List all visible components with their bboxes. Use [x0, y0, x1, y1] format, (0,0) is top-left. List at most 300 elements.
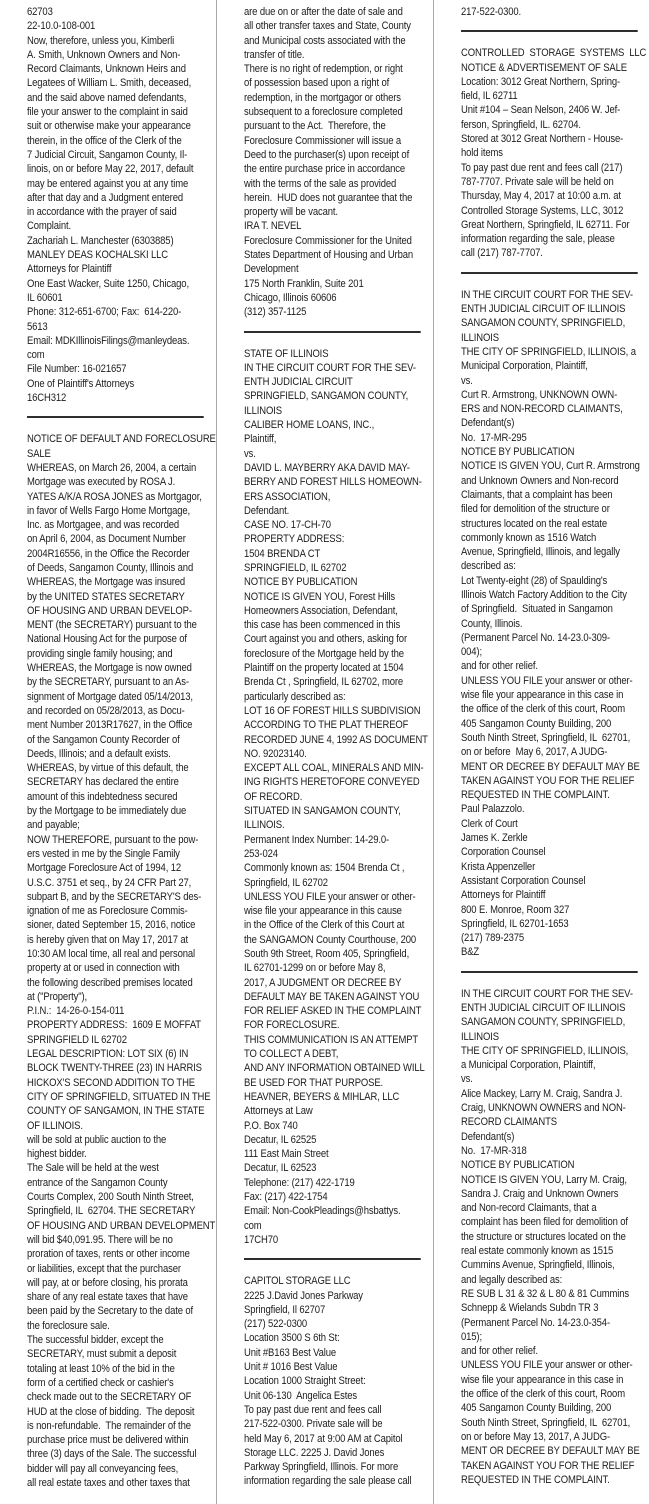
notice-line: Unit #B163 Best Value	[244, 1346, 337, 1359]
notice-line: 1504 BRENDA CT	[244, 547, 321, 560]
notice-line: ILLINOIS	[244, 404, 283, 417]
notice-line: on or before May 6, 2017, A JUDG-	[460, 746, 608, 759]
notice-line: Foreclosure Commissioner for the United	[244, 234, 413, 247]
notice-line: Avenue, Springfield, Illinois, and legally	[460, 546, 620, 559]
notice-line: Now, therefore, unless you, Kimberli	[27, 34, 175, 47]
notice-divider	[461, 30, 638, 32]
notice-line: the following described premises located	[27, 976, 193, 989]
notice-line: FOR RELIEF ASKED IN THE COMPLAINT	[244, 1005, 422, 1018]
notice-divider	[461, 272, 638, 274]
notice-line: Defendant(s)	[460, 1130, 514, 1143]
notice-line: 217-522-0300.	[460, 6, 521, 18]
notice-line: THE CITY OF SPRINGFIELD, ILLINOIS, a	[460, 345, 636, 358]
notice-line: One East Wacker, Suite 1250, Chicago,	[27, 277, 189, 290]
notice-line: South Ninth Street, Springfield, IL 62701,	[460, 1416, 630, 1429]
notice-line: MANLEY DEAS KOCHALSKI LLC	[27, 249, 168, 262]
notice-line: and Non-record Claimants, that a	[460, 1202, 597, 1215]
notice-line: Storage LLC. 2225 J. David Jones	[244, 1446, 385, 1459]
notice-line: ferson, Springfield, IL. 62704.	[460, 118, 581, 131]
notice-line: may be entered against you at any time	[27, 177, 189, 190]
notice-line: vs.	[460, 374, 473, 387]
notice-line: 111 East Main Street	[244, 1148, 329, 1161]
notice-line: James K. Zerkle	[460, 832, 528, 845]
notice-line: B&Z	[460, 946, 479, 959]
notice-line: file your answer to the complaint in said	[27, 106, 188, 119]
notice-line: RE SUB L 31 & 32 & L 80 & 81 Cummins	[460, 1287, 629, 1300]
notice-line: of Deeds, Sangamon County, Illinois and	[27, 561, 194, 574]
notice-line: this case has been commenced in this	[244, 619, 401, 632]
legal-notice-capitol-storage-sale	[244, 1274, 427, 1488]
notice-line: and for other relief.	[460, 1345, 538, 1358]
notice-line: vs.	[244, 447, 257, 460]
notice-line: three (3) days of the Sale. The successful	[27, 1448, 197, 1461]
legal-notice-capitol-storage-sale-continued	[461, 5, 644, 19]
notice-line: RECORD CLAIMANTS	[460, 1116, 557, 1129]
notice-line: CALIBER HOME LOANS, INC.,	[244, 419, 375, 432]
notice-line: CONTROLLED STORAGE SYSTEMS LLC	[460, 47, 646, 60]
notice-line: PROPERTY ADDRESS: 1609 E MOFFAT	[27, 1019, 201, 1032]
notice-line: Commonly known as: 1504 Brenda Ct ,	[244, 862, 405, 875]
notice-line: Inc. as Mortgagee, and was recorded	[27, 519, 180, 532]
notice-line: all real estate taxes and other taxes that	[27, 1476, 190, 1489]
notice-divider	[244, 1258, 421, 1260]
notice-line: subsequent to a foreclosure completed	[244, 106, 403, 119]
notice-line: ignation of me as Foreclosure Commis-	[27, 905, 188, 918]
notice-line: the entire purchase price in accordance	[244, 163, 406, 176]
newspaper-column-2	[216, 0, 432, 1504]
notice-line: THE CITY OF SPRINGFIELD, ILLINOIS,	[460, 1044, 628, 1057]
notice-line: redemption, in the mortgagor or others	[244, 91, 402, 104]
notice-line: DAVID L. MAYBERRY AKA DAVID MAY-	[244, 461, 411, 474]
notice-line: BE USED FOR THAT PURPOSE.	[244, 1076, 384, 1089]
notice-line: Attorneys at Law	[244, 1105, 313, 1118]
notice-line: on April 6, 2004, as Document Number	[27, 533, 186, 546]
notice-line: sioner, dated September 15, 2016, notice	[27, 919, 196, 932]
notice-line: 62703	[27, 6, 53, 18]
notice-line: IN THE CIRCUIT COURT FOR THE SEV-	[244, 361, 417, 374]
newspaper-column-1	[0, 0, 216, 1504]
notice-line: ENTH JUDICIAL CIRCUIT	[244, 376, 353, 389]
notice-line: UNLESS YOU FILE your answer or other-	[460, 674, 633, 687]
notice-line: South 9th Street, Room 405, Springfield,	[244, 948, 410, 960]
notice-line: THIS COMMUNICATION IS AN ATTEMPT	[244, 1033, 419, 1046]
notice-line: structures located on the real estate	[460, 517, 607, 530]
notice-line: 253-024	[244, 847, 279, 860]
notice-line: of possession based upon a right of	[244, 77, 390, 90]
notice-line: IN THE CIRCUIT COURT FOR THE SEV-	[460, 288, 633, 301]
notice-line: Deed to the purchaser(s) upon receipt of	[244, 148, 410, 161]
notice-line: WHEREAS, on March 26, 2004, a certain	[27, 461, 197, 474]
notice-line: A. Smith, Unknown Owners and Non-	[27, 48, 181, 61]
legal-notice-controlled-storage-systems-sale	[461, 46, 644, 260]
notice-line: Email: Non-CookPleadings@hsbattys.	[244, 1205, 401, 1218]
notice-line: Record Claimants, Unknown Heirs and	[27, 63, 186, 76]
notice-line: are due on or after the date of sale and	[244, 6, 404, 18]
notice-line: Development	[244, 263, 299, 276]
notice-line: Location 1000 Straight Street:	[244, 1375, 366, 1388]
notice-line: described as:	[460, 560, 516, 573]
notice-line: Curt R. Armstrong, UNKNOWN OWN-	[460, 388, 617, 401]
notice-line: foreclosure of the Mortgage held by the	[244, 647, 405, 660]
notice-line: information regarding the sale, please	[460, 233, 615, 246]
notice-line: Location 3500 S 6th St:	[244, 1332, 340, 1345]
notice-line: BERRY AND FOREST HILLS HOMEOWN-	[244, 476, 423, 489]
notice-line: TAKEN AGAINST YOU FOR THE RELIEF	[460, 1459, 634, 1472]
notice-line: the foreclosure sale.	[27, 1319, 110, 1332]
notice-line: ers vested in me by the Single Family	[27, 847, 180, 860]
notice-line: NOTICE IS GIVEN YOU, Forest Hills	[244, 590, 396, 603]
notice-line: DEFAULT MAY BE TAKEN AGAINST YOU	[244, 990, 420, 1003]
legal-notice-caliber-home-loans-v-mayberry	[244, 347, 427, 1248]
notice-line: Mortgage was executed by ROSA J.	[27, 476, 176, 489]
notice-line: Alice Mackey, Larry M. Craig, Sandra J.	[460, 1087, 622, 1100]
notice-line: AND ANY INFORMATION OBTAINED WILL	[244, 1062, 425, 1075]
notice-line: and legally described as:	[460, 1273, 562, 1286]
notice-line: is hereby given that on May 17, 2017 at	[27, 933, 189, 946]
notice-line: 800 E. Monroe, Room 327	[460, 903, 569, 916]
notice-line: the SANGAMON County Courthouse, 200	[244, 933, 417, 946]
notice-divider	[244, 331, 421, 333]
notice-line: HICKOX'S SECOND ADDITION TO THE	[27, 1076, 195, 1089]
notice-line: 2225 J.David Jones Parkway	[244, 1289, 364, 1302]
notice-line: There is no right of redemption, or right	[244, 63, 403, 76]
notice-line: Unit 06-130 Angelica Estes	[244, 1389, 358, 1402]
notice-line: after that day and a Judgment entered	[27, 191, 183, 204]
legal-notice-hud-default-foreclosure-sale-continued	[244, 5, 427, 320]
notice-line: providing single family housing; and	[27, 647, 173, 660]
notice-line: Chicago, Illinois 60606	[244, 291, 337, 304]
notice-line: To pay past due rent and fees call (217)	[460, 161, 623, 174]
notice-line: To pay past due rent and fees call	[244, 1403, 382, 1416]
notice-line: and Municipal costs associated with the	[244, 34, 406, 47]
notice-line: 10:30 AM local time, all real and personal	[27, 948, 195, 960]
column-1-text	[27, 5, 216, 1490]
notice-line: TAKEN AGAINST YOU FOR THE RELIEF	[460, 774, 634, 787]
notice-line: Clerk of Court	[460, 817, 518, 830]
notice-line: filed for demolition of the structure or	[460, 503, 610, 516]
notice-line: YATES A/K/A ROSA JONES as Mortgagor,	[27, 490, 202, 503]
notice-line: the office of the clerk of this court, Room	[460, 1388, 625, 1401]
notice-line: SPRINGFIELD, IL 62702	[244, 561, 347, 574]
notice-line: will pay, at or before closing, his prorata	[27, 1276, 188, 1289]
notice-line: real estate commonly known as 1515	[460, 1245, 613, 1258]
notice-line: PROPERTY ADDRESS:	[244, 533, 345, 546]
notice-line: hold items	[460, 147, 503, 160]
notice-line: CASE NO. 17-CH-70	[244, 519, 332, 532]
notice-line: call (217) 787-7707.	[460, 247, 543, 260]
newspaper-column-3	[433, 0, 649, 1504]
notice-line: U.S.C. 3751 et seq., by 24 CFR Part 27,	[27, 876, 192, 889]
notice-line: NO. 92023140.	[244, 747, 307, 760]
notice-line: SANGAMON COUNTY, SPRINGFIELD,	[460, 317, 625, 330]
notice-line: Springfield, Il 62707	[244, 1303, 326, 1316]
notice-line: Email: MDKIllinoisFilings@manleydeas.	[27, 334, 190, 347]
notice-line: share of any real estate taxes that have	[27, 1291, 188, 1304]
notice-line: Plaintiff on the property located at 1504	[244, 662, 404, 675]
notice-line: Legatees of William L. Smith, deceased,	[27, 77, 192, 90]
notice-line: Complaint.	[27, 220, 72, 233]
notice-line: SPRINGFIELD IL 62702	[27, 1033, 127, 1046]
notice-line: 405 Sangamon County Building, 200	[460, 1402, 611, 1415]
notice-line: Springfield, IL 62701-1653	[460, 917, 569, 930]
notice-line: 175 North Franklin, Suite 201	[244, 277, 364, 290]
notice-line: Attorneys for Plaintiff	[460, 889, 545, 902]
notice-line: Location: 3012 Great Northern, Spring-	[460, 75, 620, 88]
notice-line: and Unknown Owners and Non-record	[460, 474, 619, 487]
notice-line: National Housing Act for the purpose of	[27, 633, 187, 646]
notice-line: Defendant(s)	[460, 417, 514, 430]
notice-line: LOT 16 OF FOREST HILLS SUBDIVISION	[244, 704, 421, 717]
notice-line: No. 17-MR-318	[460, 1144, 527, 1157]
notice-line: been paid by the Secretary to the date of	[27, 1305, 194, 1318]
notice-line: 405 Sangamon County Building, 200	[460, 717, 611, 730]
notice-line: property at or used in connection with	[27, 962, 180, 975]
notice-line: 004);	[460, 646, 482, 659]
notice-line: Controlled Storage Systems, LLC, 3012	[460, 204, 623, 217]
notice-line: REQUESTED IN THE COMPLAINT.	[460, 789, 610, 802]
notice-line: SECRETARY has declared the entire	[27, 776, 179, 789]
notice-line: ILLINOIS	[460, 331, 499, 344]
notice-line: linois, on or before May 22, 2017, default	[27, 163, 194, 176]
notice-line: HUD at the close of bidding. The deposit	[27, 1405, 195, 1418]
notice-line: ING RIGHTS HERETOFORE CONVEYED	[244, 776, 420, 789]
notice-line: ILLINOIS.	[244, 819, 285, 832]
notice-line: commonly known as 1516 Watch	[460, 531, 596, 544]
notice-line: SALE	[27, 447, 51, 460]
notice-line: South Ninth Street, Springfield, IL 62701,	[460, 731, 630, 744]
notice-line: Phone: 312-651-6700; Fax: 614-220-	[27, 306, 182, 319]
notice-line: (Permanent Parcel No. 14-23.0-354-	[460, 1316, 610, 1329]
notice-line: Parkway Springfield, Illinois. For more	[244, 1461, 399, 1474]
notice-line: OF ILLINOIS.	[27, 1119, 83, 1132]
notice-line: entrance of the Sangamon County	[27, 1176, 168, 1189]
notice-line: in the Office of the Clerk of this Court at	[244, 919, 405, 932]
notice-line: IL 62701-1299 on or before May 8,	[244, 962, 386, 975]
notice-divider	[27, 416, 204, 418]
notice-line: Claimants, that a complaint has been	[460, 488, 613, 501]
notice-line: Zachariah L. Manchester (6303885)	[27, 234, 174, 247]
notice-line: amount of this indebtedness secured	[27, 790, 178, 803]
notice-line: will be sold at public auction to the	[27, 1133, 167, 1146]
notice-line: Thursday, May 4, 2017 at 10:00 a.m. at	[460, 190, 621, 203]
notice-line: herein. HUD does not guarantee that the	[244, 191, 413, 204]
notice-line: therein, in the office of the Clerk of the	[27, 134, 182, 147]
notice-line: (Permanent Parcel No. 14-23.0-309-	[460, 631, 610, 644]
notice-line: com	[244, 1219, 262, 1232]
notice-line: Krista Appenzeller	[460, 860, 535, 873]
notice-line: all other transfer taxes and State, County	[244, 20, 412, 33]
notice-line: IN THE CIRCUIT COURT FOR THE SEV-	[460, 987, 633, 1000]
notice-line: wise file your appearance in this case in	[460, 1373, 623, 1386]
notice-line: LEGAL DESCRIPTION: LOT SIX (6) IN	[27, 1048, 189, 1061]
legal-notice-city-of-springfield-v-armstrong	[461, 288, 644, 960]
notice-line: NOTICE & ADVERTISEMENT OF SALE	[460, 61, 627, 74]
notice-line: form of a certified check or cashier's	[27, 1376, 174, 1389]
notice-line: and for other relief.	[460, 660, 538, 673]
notice-line: check made out to the SECRETARY OF	[27, 1391, 192, 1404]
notice-line: Court against you and others, asking for	[244, 633, 408, 646]
notice-line: 22-10.0-108-001	[27, 20, 96, 33]
notice-line: Great Northern, Springfield, IL 62711. For	[460, 218, 630, 231]
notice-line: 015);	[460, 1330, 482, 1343]
notice-line: by the SECRETARY, pursuant to an As-	[27, 676, 189, 689]
notice-line: ERS ASSOCIATION,	[244, 490, 331, 503]
notice-line: proration of taxes, rents or other income	[27, 1248, 190, 1261]
legal-notice-city-of-springfield-v-craig	[461, 987, 644, 1487]
notice-line: purchase price must be delivered within	[27, 1434, 189, 1447]
notice-line: ERS and NON-RECORD CLAIMANTS,	[460, 403, 623, 416]
notice-line: complaint has been filed for demolition of	[460, 1216, 628, 1229]
notice-line: com	[27, 349, 45, 362]
notice-line: Attorneys for Plaintiff	[27, 263, 112, 276]
notice-line: Springfield, IL 62704. THE SECRETARY	[27, 1205, 196, 1218]
notice-line: File Number: 16-021657	[27, 363, 127, 376]
column-2-text	[244, 5, 427, 1489]
notice-line: ENTH JUDICIAL CIRCUIT OF ILLINOIS	[460, 1002, 625, 1014]
notice-line: the office of the clerk of this court, Room	[460, 703, 625, 716]
notice-line: Permanent Index Number: 14-29.0-	[244, 833, 390, 846]
notice-line: Plaintiff,	[244, 433, 277, 446]
notice-line: Defendant.	[244, 504, 290, 517]
notice-line: Sandra J. Craig and Unknown Owners	[460, 1187, 619, 1200]
notice-line: or liabilities, except that the purchaser	[27, 1262, 181, 1275]
notice-line: signment of Mortgage dated 05/14/2013,	[27, 690, 193, 703]
notice-line: Stored at 3012 Great Northern - House-	[460, 133, 623, 146]
notice-line: P.I.N.: 14-26-0-154-011	[27, 1005, 125, 1018]
notice-line: at ("Property"),	[27, 990, 88, 1003]
notice-line: Brenda Ct , Springfield, IL 62702, more	[244, 676, 404, 689]
notice-line: will bid $40,091.95. There will be no	[27, 1233, 173, 1246]
notice-line: Springfield, IL 62702	[244, 876, 329, 889]
notice-line: pursuant to the Act. Therefore, the	[244, 120, 387, 133]
notice-line: RECORDED JUNE 4, 1992 AS DOCUMENT	[244, 733, 429, 746]
notice-line: 787-7707. Private sale will be held on	[460, 175, 614, 188]
notice-line: OF RECORD.	[244, 790, 303, 803]
notice-line: with the terms of the sale as provided	[244, 177, 397, 190]
notice-line: (217) 522-0300	[244, 1318, 308, 1331]
notice-line: Paul Palazzolo.	[460, 803, 525, 816]
notice-line: Assistant Corporation Counsel	[460, 874, 585, 887]
notice-line: Craig, UNKNOWN OWNERS and NON-	[460, 1102, 626, 1115]
notice-line: and recorded on 05/28/2013, as Docu-	[27, 704, 185, 717]
notice-line: OF HOUSING AND URBAN DEVELOPMENT	[27, 1219, 216, 1232]
notice-line: in accordance with the prayer of said	[27, 206, 177, 219]
notice-line: NOTICE OF DEFAULT AND FORECLOSURE	[27, 433, 216, 446]
notice-line: highest bidder.	[27, 1148, 87, 1161]
notice-line: Fax: (217) 422-1754	[244, 1191, 328, 1204]
notice-line: held May 6, 2017 at 9:00 AM at Capitol	[244, 1432, 403, 1445]
notice-line: suit or otherwise make your appearance	[27, 120, 191, 133]
notice-line: Cummins Avenue, Springfield, Illinois,	[460, 1259, 615, 1272]
notice-line: EXCEPT ALL COAL, MINERALS AND MIN-	[244, 762, 424, 775]
notice-line: BLOCK TWENTY-THREE (23) IN HARRIS	[27, 1062, 202, 1075]
column-3-text	[461, 5, 644, 1487]
notice-line: Decatur, IL 62523	[244, 1162, 317, 1175]
notice-line: 5613	[27, 320, 48, 333]
notice-line: COUNTY OF SANGAMON, IN THE STATE	[27, 1105, 205, 1118]
notice-line: subpart B, and by the SECRETARY'S des-	[27, 890, 202, 903]
notice-line: particularly described as:	[244, 690, 346, 703]
notice-line: (217) 789-2375	[460, 932, 524, 945]
legal-notice-hud-default-foreclosure-sale	[27, 432, 216, 1490]
notice-line: The Sale will be held at the west	[27, 1162, 159, 1175]
notice-line: Homeowners Association, Defendant,	[244, 604, 399, 617]
notice-line: NOTICE BY PUBLICATION	[460, 446, 575, 459]
notice-line: (312) 357-1125	[244, 306, 307, 319]
notice-line: Corporation Counsel	[460, 846, 546, 859]
notice-line: TO COLLECT A DEBT,	[244, 1048, 339, 1061]
notice-line: HEAVNER, BEYERS & MIHLAR, LLC	[244, 1090, 400, 1103]
notice-line: and the said above named defendants,	[27, 91, 187, 104]
notice-line: ment Number 2013R17627, in the Office	[27, 719, 193, 732]
notice-line: Schnepp & Wielands Subdn TR 3	[460, 1302, 598, 1315]
notice-line: MENT OR DECREE BY DEFAULT MAY BE	[460, 760, 640, 773]
notice-line: transfer of title.	[244, 48, 305, 61]
notice-line: P.O. Box 740	[244, 1119, 298, 1132]
notice-line: by the UNITED STATES SECRETARY	[27, 590, 185, 603]
notice-line: Lot Twenty-eight (28) of Spaulding's	[460, 574, 607, 587]
notice-line: FOR FORECLOSURE.	[244, 1019, 340, 1032]
notice-line: SECRETARY, must submit a deposit	[27, 1348, 177, 1361]
notice-line: ILLINOIS	[460, 1030, 499, 1043]
notice-line: CAPITOL STORAGE LLC	[244, 1275, 351, 1288]
legal-notice-smith-foreclosure-notice-continued	[27, 5, 210, 405]
notice-line: MENT (the SECRETARY) pursuant to the	[27, 619, 197, 632]
notice-line: County, Illinois.	[460, 617, 523, 630]
notice-line: IRA T. NEVEL	[244, 220, 302, 233]
notice-line: Deeds, Illinois; and a default exists.	[27, 747, 171, 760]
notice-line: Municipal Corporation, Plaintiff,	[460, 360, 588, 373]
notice-line: WHEREAS, by virtue of this default, the	[27, 762, 189, 775]
notice-line: information regarding the sale please call	[244, 1475, 412, 1488]
notice-line: totaling at least 10% of the bid in the	[27, 1362, 175, 1375]
notice-line: WHEREAS, the Mortgage was insured	[27, 576, 186, 589]
notice-line: the structure or structures located on the	[460, 1230, 626, 1243]
notice-line: One of Plaintiff's Attorneys	[27, 377, 135, 390]
notice-line: UNLESS YOU FILE your answer or other-	[244, 890, 416, 903]
notice-line: NOTICE BY PUBLICATION	[244, 576, 358, 589]
notice-line: UNLESS YOU FILE your answer or other-	[460, 1359, 633, 1372]
notice-line: 17CH70	[244, 1233, 279, 1246]
notice-line: 2017, A JUDGMENT OR DECREE BY	[244, 976, 402, 989]
notice-line: 16CH312	[27, 392, 67, 405]
notice-line: Foreclosure Commissioner will issue a	[244, 134, 402, 147]
notice-line: of Springfield. Situated in Sangamon	[460, 603, 613, 616]
notice-line: REQUESTED IN THE COMPLAINT.	[460, 1473, 610, 1486]
notice-line: on or before May 13, 2017, A JUDG-	[460, 1430, 610, 1443]
notice-line: No. 17-MR-295	[460, 431, 527, 444]
notice-divider	[461, 971, 638, 973]
notice-line: in favor of Wells Fargo Home Mortgage,	[27, 504, 191, 517]
notice-line: Telephone: (217) 422-1719	[244, 1176, 355, 1189]
notice-line: a Municipal Corporation, Plaintiff,	[460, 1059, 596, 1072]
notice-line: WHEREAS, the Mortgage is now owned	[27, 662, 192, 675]
notice-line: SANGAMON COUNTY, SPRINGFIELD,	[460, 1016, 625, 1029]
notice-line: SPRINGFIELD, SANGAMON COUNTY,	[244, 390, 409, 403]
notice-line: is non-refundable. The remainder of the	[27, 1419, 191, 1432]
notice-line: 2004R16556, in the Office the Recorder	[27, 547, 190, 560]
notice-line: wise file your appearance in this case in	[460, 689, 623, 702]
notice-line: OF HOUSING AND URBAN DEVELOP-	[27, 604, 192, 617]
notice-line: ENTH JUDICIAL CIRCUIT OF ILLINOIS	[460, 303, 625, 316]
notice-line: property will be vacant.	[244, 206, 339, 219]
notice-line: ACCORDING TO THE PLAT THEREOF	[244, 719, 409, 732]
notice-line: of the Sangamon County Recorder of	[27, 733, 180, 746]
notice-line: Courts Complex, 200 South Ninth Street,	[27, 1191, 194, 1204]
notice-line: SITUATED IN SANGAMON COUNTY,	[244, 805, 402, 818]
notice-line: MENT OR DECREE BY DEFAULT MAY BE	[460, 1445, 640, 1458]
notice-line: 217-522-0300. Private sale will be	[244, 1418, 383, 1431]
